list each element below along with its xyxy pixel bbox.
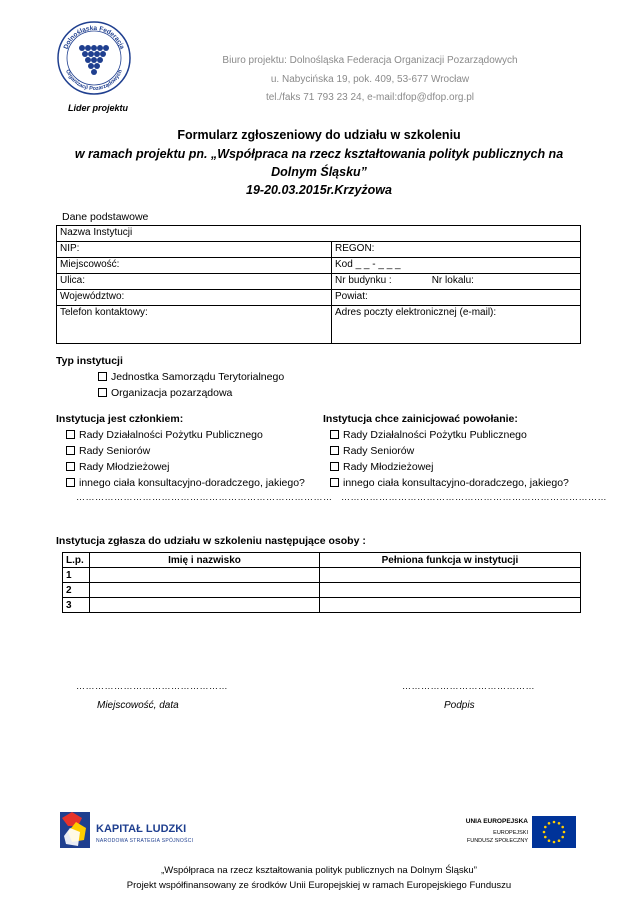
type-option-ngo[interactable]: Organizacja pozarządowa xyxy=(98,387,232,399)
name-cell[interactable] xyxy=(90,568,320,583)
city-field[interactable]: Miejscowość: xyxy=(57,258,332,274)
kapital-ludzki-star-icon xyxy=(58,808,94,852)
institution-type-label: Typ instytucji xyxy=(56,355,123,367)
email-field[interactable]: Adres poczty elektronicznej (e-mail): xyxy=(332,306,581,344)
building-unit-field[interactable] xyxy=(332,274,581,290)
dfop-logo xyxy=(56,20,132,96)
eu-label-2: EUROPEJSKI xyxy=(493,830,528,836)
county-field[interactable]: Powiat: xyxy=(332,290,581,306)
member-option-youth[interactable]: Rady Młodzieżowej xyxy=(66,461,169,473)
member-option-rdpp[interactable]: Rady Działalności Pożytku Publicznego xyxy=(66,429,263,441)
eu-label-1: UNIA EUROPEJSKA xyxy=(465,818,528,825)
checkbox[interactable] xyxy=(66,446,75,455)
unit-number-label: Nr lokalu: xyxy=(431,275,474,286)
place-date-dots[interactable]: ………………………………………… xyxy=(76,681,228,691)
checkbox[interactable] xyxy=(66,462,75,471)
checkbox[interactable] xyxy=(330,478,339,487)
nip-field[interactable]: NIP: xyxy=(57,242,332,258)
checkbox[interactable] xyxy=(330,430,339,439)
voivodeship-field[interactable]: Województwo: xyxy=(57,290,332,306)
signature-label: Podpis xyxy=(444,700,475,711)
signature-dots[interactable]: …………………………………… xyxy=(402,681,535,691)
institution-name-field[interactable]: Nazwa Instytucji xyxy=(57,226,581,242)
checkbox[interactable] xyxy=(98,388,107,397)
row-number: 1 xyxy=(63,568,90,583)
name-cell[interactable] xyxy=(90,598,320,613)
checkbox[interactable] xyxy=(330,446,339,455)
initiate-option-seniors[interactable]: Rady Seniorów xyxy=(330,445,414,457)
member-option-other[interactable]: innego ciała konsultacyjno-doradczego, jakiego? xyxy=(66,477,305,489)
kapital-ludzki-title: KAPITAŁ LUDZKI xyxy=(96,823,187,835)
phone-field[interactable]: Telefon kontaktowy: xyxy=(57,306,332,344)
function-cell[interactable] xyxy=(320,568,581,583)
checkbox[interactable] xyxy=(330,462,339,471)
svg-text:Organizacji Pozarządowych: Organizacji Pozarządowych xyxy=(64,68,124,93)
eu-label-3: FUNDUSZ SPOŁECZNY xyxy=(466,838,528,844)
table-row xyxy=(63,583,581,598)
svg-text:Dolnośląska Federacja: Dolnośląska Federacja xyxy=(62,24,126,51)
function-cell[interactable] xyxy=(320,598,581,613)
row-number: 3 xyxy=(63,598,90,613)
lider-label: Lider projektu xyxy=(68,103,129,113)
office-address-line-1: Biuro projektu: Dolnośląska Federacja Organizacji Pozarządowych xyxy=(222,55,518,66)
office-contact-line: tel./faks 71 793 23 24, e-mail:dfop@dfop.org.pl xyxy=(265,92,475,103)
member-option-seniors[interactable]: Rady Seniorów xyxy=(66,445,150,457)
initiate-other-dots[interactable]: ………………………………………………………………………… xyxy=(341,492,607,502)
initiate-option-other[interactable]: innego ciała konsultacyjno-doradczego, jakiego? xyxy=(330,477,569,489)
checkbox[interactable] xyxy=(98,372,107,381)
footer-project-name: „Współpraca na rzecz kształtowania polityk publicznych na Dolnym Śląsku” xyxy=(161,865,477,876)
building-number-label: Nr budynku : xyxy=(335,275,392,286)
kapital-ludzki-subtitle: NARODOWA STRATEGIA SPÓJNOŚCI xyxy=(96,838,194,844)
eu-flag-icon xyxy=(532,816,576,848)
checkbox[interactable] xyxy=(66,478,75,487)
member-other-dots[interactable]: ……………………………………………………………………… xyxy=(76,492,333,502)
initiate-label: Instytucja chce zainicjować powołanie: xyxy=(323,413,518,425)
basic-data-label: Dane podstawowe xyxy=(62,211,149,223)
type-option-jst[interactable]: Jednostka Samorządu Terytorialnego xyxy=(98,371,284,383)
footer-cofinancing: Projekt współfinansowany ze środków Unii Europejskiej w ramach Europejskiego Funduszu xyxy=(126,880,512,891)
street-field[interactable]: Ulica: xyxy=(57,274,332,290)
project-name-line-1: w ramach projektu pn. „Współpraca na rzecz kształtowania polityk publicznych na xyxy=(74,147,564,161)
table-row xyxy=(63,568,581,583)
project-name-line-2: Dolnym Śląsku” xyxy=(271,165,367,179)
name-cell[interactable] xyxy=(90,583,320,598)
initiate-option-rdpp[interactable]: Rady Działalności Pożytku Publicznego xyxy=(330,429,527,441)
place-date-label: Miejscowość, data xyxy=(97,700,179,711)
col-header-function: Pełniona funkcja w instytucji xyxy=(320,553,581,568)
postal-code-field[interactable]: Kod _ _ - _ _ _ xyxy=(332,258,581,274)
regon-field[interactable]: REGON: xyxy=(332,242,581,258)
table-row xyxy=(63,598,581,613)
persons-label: Instytucja zgłasza do udziału w szkoleniu następujące osoby : xyxy=(56,535,366,547)
office-address-line-2: u. Nabycińska 19, pok. 409, 53-677 Wrocław xyxy=(270,74,470,85)
training-date-place: 19-20.03.2015r.Krzyżowa xyxy=(246,183,392,197)
checkbox[interactable] xyxy=(66,430,75,439)
member-of-label: Instytucja jest członkiem: xyxy=(56,413,184,425)
col-header-lp: L.p. xyxy=(63,553,90,568)
function-cell[interactable] xyxy=(320,583,581,598)
basic-data-table xyxy=(56,225,581,344)
row-number: 2 xyxy=(63,583,90,598)
form-title: Formularz zgłoszeniowy do udziału w szkoleniu xyxy=(177,128,461,142)
persons-table xyxy=(62,552,581,613)
col-header-name: Imię i nazwisko xyxy=(90,553,320,568)
initiate-option-youth[interactable]: Rady Młodzieżowej xyxy=(330,461,433,473)
